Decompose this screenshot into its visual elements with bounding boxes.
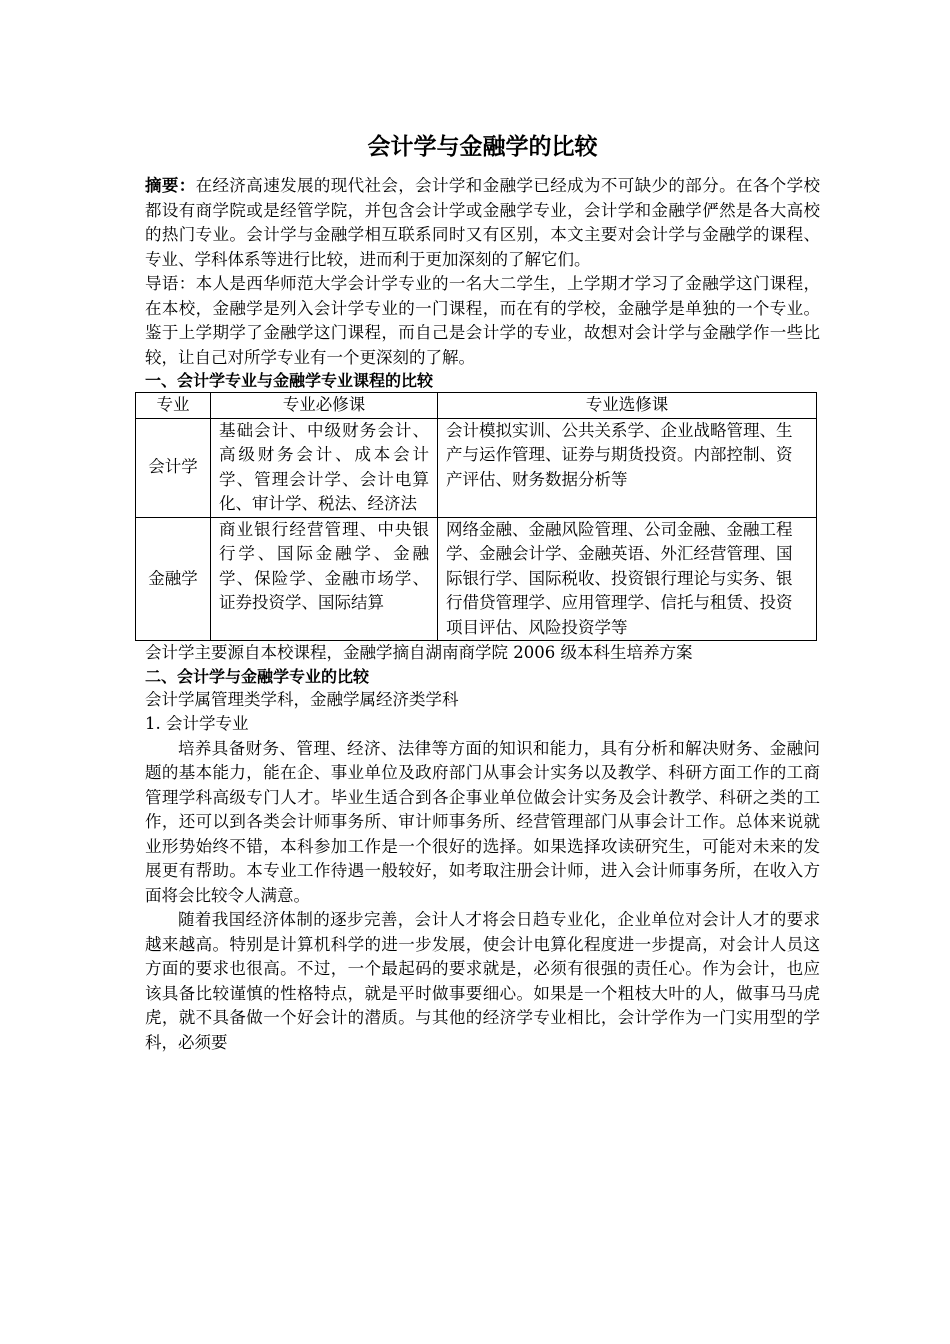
table-note: 会计学主要源自本校课程，金融学摘自湖南商学院 2006 级本科生培养方案 xyxy=(145,643,693,662)
row-required: 基础会计、中级财务会计、高级财务会计、成本会计学、管理会计学、会计电算化、审计学、税法、经济法 xyxy=(211,418,438,517)
table-row xyxy=(136,517,817,641)
body-paragraph-1: 培养具备财务、管理、经济、法律等方面的知识和能力，具有分析和解决财务、金融问题的基本能力，能在企、事业单位及政府部门从事会计实务以及教学、科研方面工作的工商管理学科高级专门人才。毕业生适合到各企事业单位做会计实务及会计教学、科研之类的工作，还可以到各类会计师事务所、审计师事务所、经营管理部门从事会计工作。总体来说就业形势始终不错，本科参加工作是一个很好的选择。如果选择攻读研究生，可能对未来的发展更有帮助。本专业工作待遇一般较好，如考取注册会计师，进入会计师事务所，在收入方面将会比较令人满意。 xyxy=(145,738,820,905)
section1-heading: 一、会计学专业与金融学专业课程的比较 xyxy=(145,371,434,390)
header-major: 专业 xyxy=(136,393,211,419)
course-comparison-table xyxy=(135,392,817,641)
subsection-heading: 1. 会计学专业 xyxy=(145,714,249,733)
table-row xyxy=(136,418,817,517)
row-required: 商业银行经营管理、中央银行学、国际金融学、金融学、保险学、金融市场学、证券投资学、国际结算 xyxy=(211,517,438,641)
abstract-text: 在经济高速发展的现代社会，会计学和金融学已经成为不可缺少的部分。在各个学校都设有商学院或是经管学院，并包含会计学或金融学专业，会计学和金融学俨然是各大高校的热门专业。会计学与金融学相互联系同时又有区别，本文主要对会计学与金融学的课程、专业、学科体系等进行比较，进而利于更加深刻的了解它们。 xyxy=(145,176,821,269)
table-header-row xyxy=(136,393,817,419)
header-elective: 专业选修课 xyxy=(438,393,817,419)
section2-heading: 二、会计学与金融学专业的比较 xyxy=(145,666,370,686)
document-page xyxy=(145,130,820,1055)
header-required: 专业必修课 xyxy=(211,393,438,419)
row-elective: 网络金融、金融风险管理、公司金融、金融工程学、金融会计学、金融英语、外汇经营管理、国际银行学、国际税收、投资银行理论与实务、银行借贷管理学、应用管理学、信托与租赁、投资项目评估、风险投资学等 xyxy=(438,517,817,641)
discipline-line: 会计学属管理类学科，金融学属经济类学科 xyxy=(145,689,459,709)
row-elective: 会计模拟实训、公共关系学、企业战略管理、生产与运作管理、证券与期货投资。内部控制、资产评估、财务数据分析等 xyxy=(438,418,817,517)
row-major: 会计学 xyxy=(136,418,211,517)
intro-paragraph: 导语：本人是西华师范大学会计学专业的一名大二学生，上学期才学习了金融学这门课程，在本校，金融学是列入会计学专业的一门课程，而在有的学校，金融学是单独的一个专业。鉴于上学期学了金融学这门课程，而自己是会计学的专业，故想对会计学与金融学作一些比较，让自己对所学专业有一个更深刻的了解。 xyxy=(145,274,820,367)
abstract-paragraph xyxy=(145,174,820,272)
row-major: 金融学 xyxy=(136,517,211,641)
body-paragraph-2: 随着我国经济体制的逐步完善，会计人才将会日趋专业化，企业单位对会计人才的要求越来越高。特别是计算机科学的进一步发展，使会计电算化程度进一步提高，对会计人员这方面的要求也很高。不过，一个最起码的要求就是，必须有很强的责任心。作为会计，也应该具备比较谨慎的性格特点，就是平时做事要细心。如果是一个粗枝大叶的人，做事马马虎虎，就不具备做一个好会计的潜质。与其他的经济学专业相比，会计学作为一门实用型的学科，必须要 xyxy=(145,910,820,1052)
document-title: 会计学与金融学的比较 xyxy=(367,134,598,160)
abstract-label: 摘要： xyxy=(145,176,196,195)
